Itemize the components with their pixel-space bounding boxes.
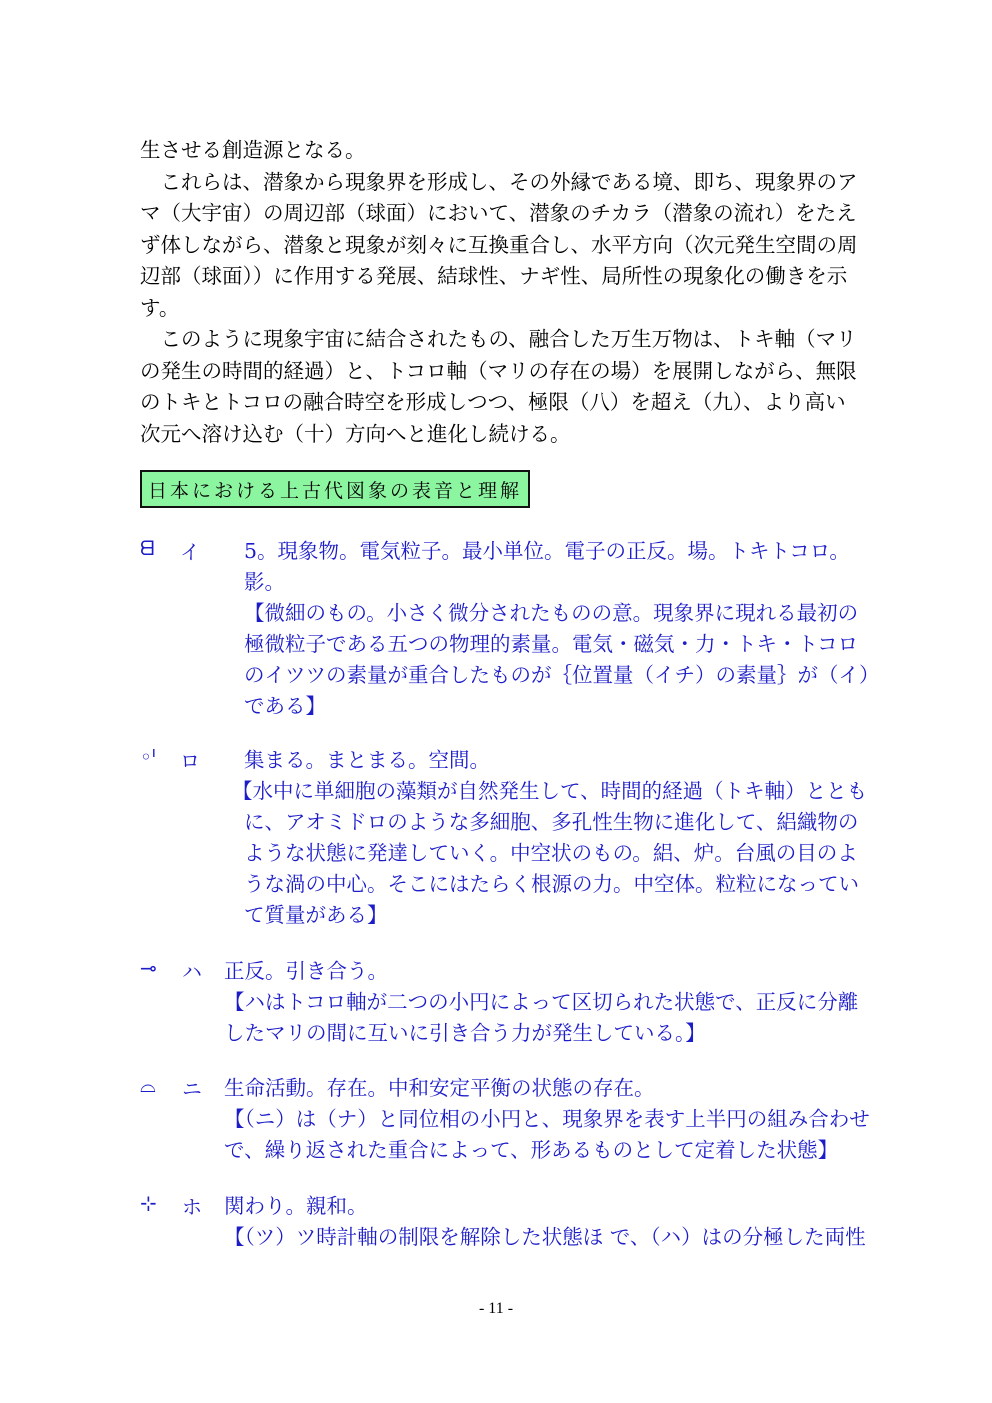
page-number: - 11 - bbox=[478, 1300, 514, 1317]
glyph-ni-kana: ニ bbox=[182, 1077, 202, 1101]
glyph-ha-symbol: ⊸ bbox=[140, 956, 157, 980]
glyph-ho-symbol: ⊹ bbox=[140, 1191, 157, 1215]
description-line: 関わり。親和。 bbox=[224, 1194, 368, 1218]
glyph-ro-kana: ロ bbox=[180, 749, 200, 773]
description-line: 正反。引き合う。 bbox=[224, 959, 388, 983]
text-line: このように現象宇宙に結合されたもの、融合した万生万物は、トキ軸（マリ bbox=[140, 327, 857, 351]
description-line: ような状態に発達していく。中空状のもの。絽、炉。台風の目のよ bbox=[244, 841, 858, 865]
text-line: 次元へ溶け込む（十）方向へと進化し続ける。 bbox=[140, 421, 571, 446]
description-line: 【水中に単細胞の藻類が自然発生して、時間的経過（トキ軸）ととも bbox=[232, 779, 868, 803]
description-line: したマリの間に互いに引き合う力が発生している。】 bbox=[224, 1021, 706, 1045]
text-line: ず体しながら、潜象と現象が刻々に互換重合し、水平方向（次元発生空間の周 bbox=[140, 232, 858, 257]
description-line: うな渦の中心。そこにはたらく根源の力。中空体。粒粒になってい bbox=[244, 872, 859, 896]
intro-paragraph bbox=[140, 135, 856, 450]
description-line: のイツツの素量が重合したものが｛位置量（イチ）の素量｝が（イ） bbox=[244, 663, 880, 687]
text-line: マ（大宇宙）の周辺部（球面）において、潜象のチカラ（潜象の流れ）をたえ bbox=[140, 201, 857, 225]
glyph-ho-kana: ホ bbox=[182, 1195, 202, 1219]
text-line: す。 bbox=[140, 295, 180, 320]
description-line: て質量がある】 bbox=[244, 903, 388, 927]
text-line: の発生の時間的経過）と、トコロ軸（マリの存在の場）を展開しながら、無限 bbox=[140, 358, 857, 383]
description-line: で、繰り返された重合によって、形あるものとして定着した状態】 bbox=[224, 1138, 839, 1162]
description-line: 5。現象物。電気粒子。最小単位。電子の正反。場。トキトコロ。 bbox=[244, 539, 850, 563]
text-line: のトキとトコロの融合時空を形成しつつ、極限（八）を超え（九）、より高い bbox=[140, 390, 846, 414]
glyph-i-description bbox=[244, 536, 880, 722]
description-line: 集まる。まとまる。空間。 bbox=[244, 748, 490, 772]
section-heading: 日本における上古代図象の表音と理解 bbox=[140, 470, 530, 508]
description-line: 【微細のもの。小さく微分されたものの意。現象界に現れる最初の bbox=[244, 601, 859, 625]
text-line: これらは、潜象から現象界を形成し、その外縁である境、即ち、現象界のア bbox=[140, 169, 858, 194]
description-line: 【ハはトコロ軸が二つの小円によって区切られた状態で、正反に分離 bbox=[224, 990, 859, 1014]
glyph-i-kana: イ bbox=[180, 540, 200, 564]
text-line: 生させる創造源となる。 bbox=[140, 138, 366, 162]
glyph-ni-symbol: ⌓ bbox=[140, 1073, 156, 1097]
glyph-ha-kana: ハ bbox=[182, 960, 202, 984]
glyph-ho-description bbox=[224, 1191, 866, 1253]
description-line: 【（ツ）ツ時計軸の制限を解除した状態ほ で、（ハ）はの分極した両性 bbox=[224, 1225, 866, 1249]
description-line: に、アオミドロのような多細胞、多孔性生物に進化して、絽織物の bbox=[244, 810, 859, 834]
description-line: 生命活動。存在。中和安定平衡の状態の存在。 bbox=[224, 1076, 655, 1100]
glyph-i-symbol: ᗺ bbox=[140, 536, 155, 560]
description-line: 影。 bbox=[244, 570, 285, 594]
description-line: 極微粒子である五つの物理的素量。電気・磁気・力・トキ・トコロ bbox=[244, 632, 859, 656]
glyph-ni-description bbox=[224, 1073, 870, 1166]
description-line: である】 bbox=[244, 694, 326, 718]
description-line: 【（ニ）は（ナ）と同位相の小円と、現象界を表す上半円の組み合わせ bbox=[224, 1107, 870, 1131]
glyph-ro-symbol: ◦ᑊ bbox=[140, 745, 156, 769]
glyph-ha-description bbox=[224, 956, 858, 1049]
glyph-ro-description bbox=[232, 745, 867, 931]
text-line: 辺部（球面））に作用する発展、結球性、ナギ性、局所性の現象化の働きを示 bbox=[140, 264, 848, 288]
